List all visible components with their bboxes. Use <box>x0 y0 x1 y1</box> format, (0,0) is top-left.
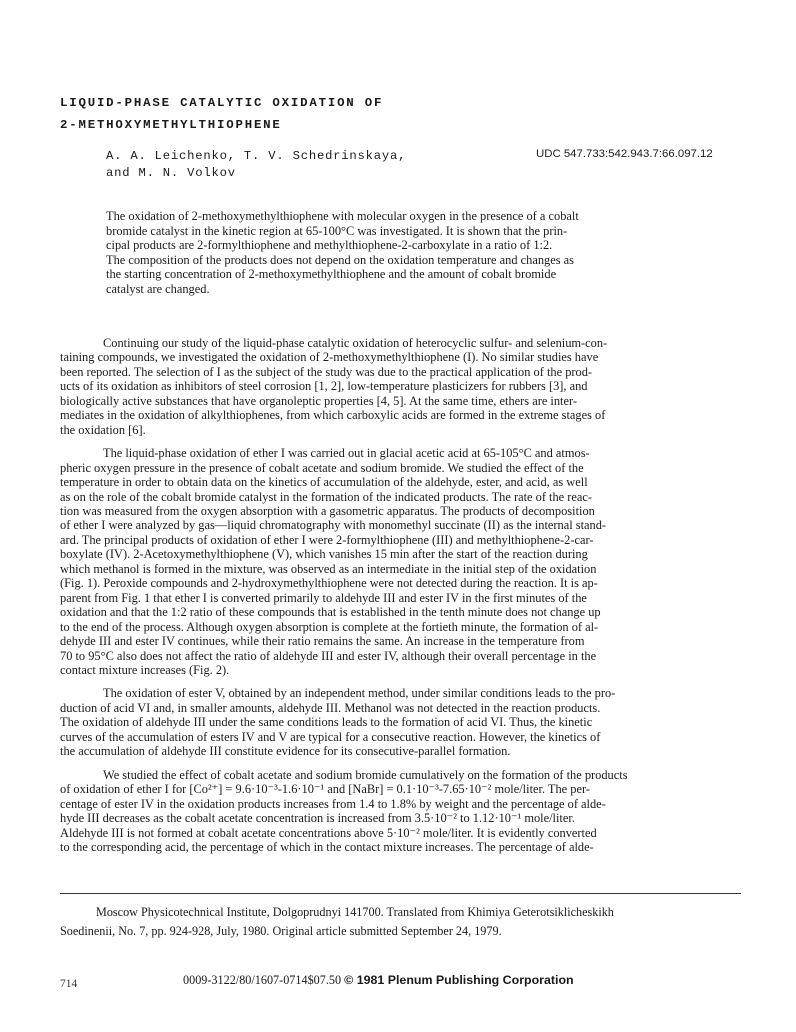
footnote-line: Moscow Physicotechnical Institute, Dolgoprudnyi 141700. Translated from Khimiya Geterotsiklicheskikh <box>96 905 614 919</box>
body-line: hyde III decreases as the cobalt acetate concentration is increased from 3.5·10⁻² to 1.12·10⁻¹ mole/liter. <box>60 811 575 826</box>
body-line: 70 to 95°C also does not affect the ratio of aldehyde III and ester IV, although their overall percentage in the <box>60 648 597 663</box>
footnote <box>60 903 740 941</box>
body-line: to the corresponding acid, the percentage of which in the contact mixture increases. The percentage of alde- <box>60 839 594 854</box>
body-line: The liquid-phase oxidation of ether I was carried out in glacial acetic acid at 65-105°C and atmos- <box>103 446 590 461</box>
body-line: (Fig. 1). Peroxide compounds and 2-hydroxymethylthiophene were not detected during the reaction. It is ap- <box>60 576 598 591</box>
body-line: been reported. The selection of I as the subject of the study was due to the practical application of the prod- <box>60 364 593 379</box>
copyright-notice: © 1981 Plenum Publishing Corporation <box>344 973 574 987</box>
title-line-1: LIQUID-PHASE CATALYTIC OXIDATION OF <box>60 96 384 110</box>
abstract-line: The composition of the products does not depend on the oxidation temperature and changes as <box>106 252 574 267</box>
body-line: which methanol is formed in the mixture, was observed as an intermediate in the initial step of the oxidation <box>60 561 597 576</box>
body-line: taining compounds, we investigated the oxidation of 2-methoxymethylthiophene (I). No similar studies have <box>60 350 599 365</box>
body-line: ucts of its oxidation as inhibitors of steel corrosion [1, 2], low-temperature plasticizers for rubbers [3], and <box>60 379 588 394</box>
copyright-line <box>183 973 574 988</box>
body-line: as on the role of the cobalt bromide catalyst in the formation of the indicated products. The rate of the reac- <box>60 489 593 504</box>
paragraph-4 <box>60 768 740 855</box>
body-line: the accumulation of aldehyde III constitute evidence for its consecutive-parallel formation. <box>60 744 511 759</box>
udc-code: UDC 547.733:542.943.7:66.097.12 <box>536 148 713 160</box>
body-line: ard. The principal products of oxidation of ether I were 2-formylthiophene (III) and methylthiophene-2-car- <box>60 532 594 547</box>
body-line: contact mixture increases (Fig. 2). <box>60 662 230 677</box>
abstract-line: catalyst are changed. <box>106 281 210 296</box>
body-line: of oxidation of ether I for [Co²⁺] = 9.6·10⁻³-1.6·10⁻¹ and [NaBr] = 0.1·10⁻³-7.65·10⁻² mole/liter. The per- <box>60 782 590 797</box>
body-line: oxidation and that the 1:2 ratio of these compounds that is established in the tenth minute does not change up <box>60 605 601 620</box>
body-line: curves of the accumulation of esters IV and V are typical for a consecutive reaction. However, the kinetics of <box>60 729 601 744</box>
body-line: pheric oxygen pressure in the presence of cobalt acetate and sodium bromide. We studied the effect of the <box>60 460 584 475</box>
authors-line-2: and M. N. Volkov <box>106 166 236 180</box>
title-line-2: 2-METHOXYMETHYLTHIOPHENE <box>60 118 282 132</box>
page-number: 714 <box>60 978 78 990</box>
body-line: The oxidation of ester V, obtained by an independent method, under similar conditions leads to the pro- <box>103 686 616 701</box>
body-line: We studied the effect of cobalt acetate and sodium bromide cumulatively on the formation of the products <box>103 767 628 782</box>
body-line: Aldehyde III is not formed at cobalt acetate concentrations above 5·10⁻² mole/liter. It is evidently converted <box>60 825 597 840</box>
body-line: centage of ester IV in the oxidation products increases from 1.4 to 1.8% by weight and the percentage of alde- <box>60 796 606 811</box>
body-line: of ether I were analyzed by gas—liquid chromatography with monomethyl succinate (II) as the internal stand- <box>60 518 607 533</box>
body-line: parent from Fig. 1 that ether I is converted primarily to aldehyde III and ester IV in the first minutes of the <box>60 590 587 605</box>
abstract-line: The oxidation of 2-methoxymethylthiophene with molecular oxygen in the presence of a cobalt <box>106 209 579 223</box>
footnote-divider <box>60 893 741 894</box>
body-line: duction of acid VI and, in smaller amounts, aldehyde III. Methanol was not detected in the reaction products. <box>60 700 601 715</box>
body-line: Continuing our study of the liquid-phase catalytic oxidation of heterocyclic sulfur- and selenium-con- <box>103 336 608 350</box>
abstract <box>106 209 696 297</box>
author-list <box>106 148 466 182</box>
copyright-code: 0009-3122/80/1607-0714$07.50 <box>183 973 342 987</box>
abstract-line: bromide catalyst in the kinetic region at 65-100°C was investigated. It is shown that the prin- <box>106 223 568 238</box>
body-line: dehyde III and ester IV continues, while their ratio remains the same. An increase in the temperature from <box>60 634 585 649</box>
authors-line-1: A. A. Leichenko, T. V. Schedrinskaya, <box>106 149 407 163</box>
paragraph-2 <box>60 446 740 677</box>
body-line: temperature in order to obtain data on the kinetics of accumulation of the aldehyde, ester, and acid, as well <box>60 475 588 490</box>
body-line: tion was measured from the oxygen absorption with a gasometric apparatus. The products of decomposition <box>60 503 595 518</box>
body-line: mediates in the oxidation of alkylthiophenes, from which carboxylic acids are formed in the extreme stages of <box>60 408 606 423</box>
abstract-line: cipal products are 2-formylthiophene and methylthiophene-2-carboxylate in a ratio of 1:2. <box>106 238 553 253</box>
body-line: The oxidation of aldehyde III under the same conditions leads to the formation of acid VI. Thus, the kinetic <box>60 715 593 730</box>
paragraph-3 <box>60 686 740 758</box>
body-line: to the end of the process. Although oxygen absorption is complete at the fortieth minute, the formation of al- <box>60 619 599 634</box>
body-line: biologically active substances that have organoleptic properties [4, 5]. At the same time, ethers are inter- <box>60 393 577 408</box>
article-title <box>60 92 560 136</box>
body-line: the oxidation [6]. <box>60 422 146 437</box>
footnote-line: Soedinenii, No. 7, pp. 924-928, July, 1980. Original article submitted September 24, 1979. <box>60 924 502 938</box>
abstract-line: the starting concentration of 2-methoxymethylthiophene and the amount of cobalt bromide <box>106 267 557 282</box>
article-body <box>60 336 740 863</box>
body-line: boxylate (IV). 2-Acetoxymethylthiophene (V), which vanishes 15 min after the start of the reaction during <box>60 547 588 562</box>
paragraph-1 <box>60 336 740 437</box>
